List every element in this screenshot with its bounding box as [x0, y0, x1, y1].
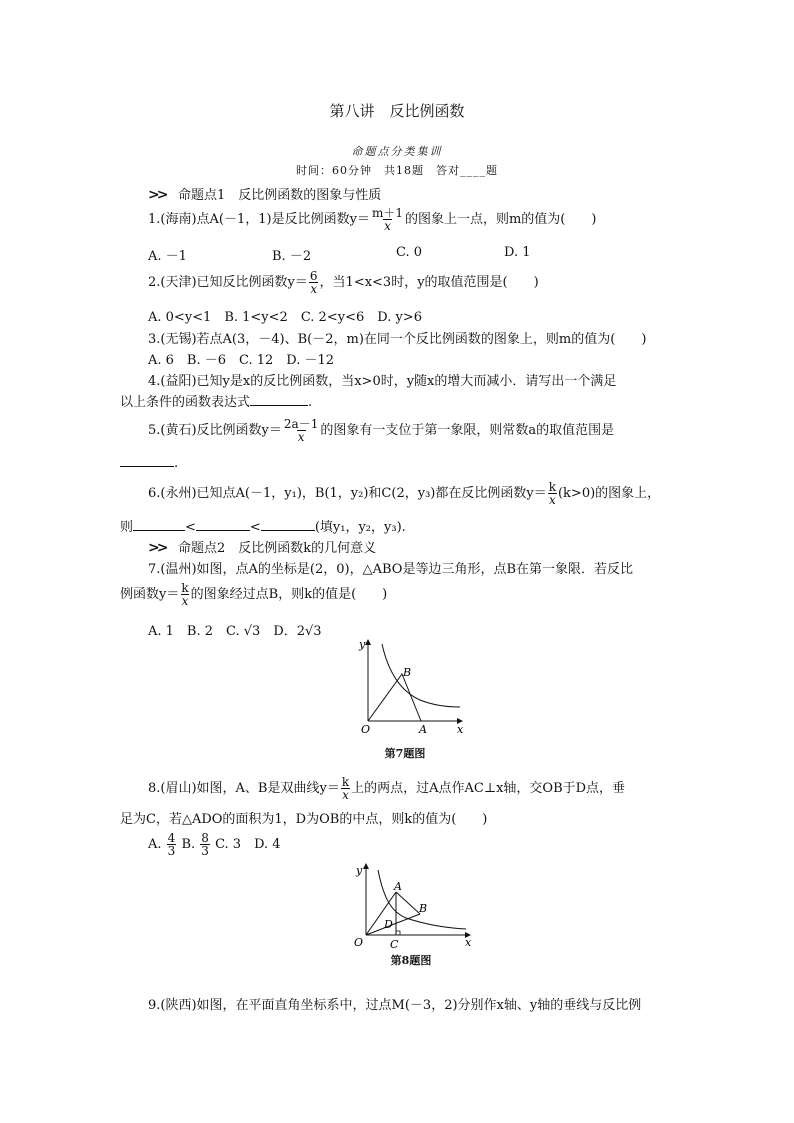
fraction: $\frac{k}{x}$ — [181, 581, 189, 608]
figure-7 — [340, 636, 470, 742]
origin-label: O — [361, 723, 371, 736]
question-2: 2.(天津)已知反比例函数y＝ $\frac{6}{x}$ ，当1<x<3时，y的取值范围是( ) — [148, 269, 539, 296]
answer-blank[interactable] — [120, 454, 174, 467]
fraction: $\frac{k}{x}$ — [341, 775, 350, 802]
fraction: $\frac{4}{3}$ — [167, 831, 176, 858]
q7-options: A. 1 B. 2 C. √3 D．2√3 — [148, 624, 322, 639]
question-8-line-2: 足为C，若△ADO的面积为1，D为OB的中点，则k的值为( ) — [120, 812, 488, 827]
y-label: y — [356, 864, 363, 877]
figure-8 — [346, 860, 476, 952]
double-chevron-icon: >> — [148, 187, 166, 203]
q5-answer-line: . — [120, 454, 178, 471]
point-a-label: A — [419, 723, 427, 736]
y-label: y — [359, 638, 366, 651]
q1-option-c: C. 0 — [396, 245, 423, 260]
question-8: 8.(眉山)如图，A、B是双曲线y＝ $\frac{k}{x}$ 上的两点，过A点作AC⊥x轴，交OB于D点，垂 — [148, 775, 626, 802]
q2-options: A. 0<y<1 B. 1<y<2 C. 2<y<6 D. y>6 — [148, 310, 422, 325]
section-subtitle: 命题点分类集训 — [351, 145, 443, 158]
question-5: 5.(黄石)反比例函数y＝ $\frac{2a-1}{x}$ 的图象有一支位于第一象限，则常数a的取值范围是 — [148, 417, 615, 444]
q3-options: A. 6 B. －6 C. 12 D. －12 — [148, 353, 335, 368]
x-label: x — [457, 723, 464, 736]
q8-options: A. $\frac{4}{3}$ B. $\frac{8}{3}$ C. 3 D. 4 — [148, 831, 281, 858]
q1-option-a: A. －1 — [148, 249, 187, 264]
question-6-line-2: 则 < < (填y₁，y₂，y₃). — [120, 520, 406, 535]
figure-8-caption: 第8题图 — [390, 954, 432, 967]
answer-blank-1[interactable] — [133, 518, 185, 531]
point-d-label: D — [384, 918, 393, 931]
question-3: 3.(无锡)若点A(3，－4)、B(－2，m)在同一个反比例函数的图象上，则m的值为( ) — [148, 332, 647, 347]
question-7-line-1: 7.(温州)如图，点A的坐标是(2，0)，△ABO是等边三角形，点B在第一象限．若反比 — [148, 562, 634, 577]
double-chevron-icon: >> — [148, 540, 166, 556]
figure-7-caption: 第7题图 — [384, 747, 426, 760]
answer-blank-3[interactable] — [261, 518, 315, 531]
segment-ab — [396, 892, 420, 914]
point-b-label: B — [403, 666, 412, 679]
q1-option-b: B. －2 — [272, 249, 312, 264]
question-9: 9.(陕西)如图，在平面直角坐标系中，过点M(－3，2)分别作x轴、y轴的垂线与反比例 — [148, 998, 642, 1013]
triangle-abo — [368, 674, 421, 721]
question-4-line-1: 4.(益阳)已知y是x的反比例函数，当x>0时，y随x的增大而减小．请写出一个满足 — [148, 374, 617, 389]
section-heading-1: >> 命题点1 反比例函数的图象与性质 — [148, 187, 382, 203]
point-b-label: B — [419, 902, 428, 915]
fraction: $\frac{6}{x}$ — [309, 269, 318, 296]
x-label: x — [465, 936, 472, 949]
test-info: 时间：60分钟 共18题 答对____题 — [296, 164, 498, 177]
point-c-label: C — [390, 938, 399, 951]
fraction: $\frac{2a-1}{x}$ — [283, 417, 319, 444]
page-title: 第八讲 反比例函数 — [329, 102, 465, 120]
question-6: 6.(永州)已知点A(－1，y₁)，B(1，y₂)和C(2，y₃)都在反比例函数y＝ $\frac{k}{x}$ (k>0)的图象上， — [148, 480, 661, 507]
right-angle-mark — [396, 931, 400, 935]
question-4-line-2: 以上条件的函数表达式 . — [120, 395, 313, 410]
answer-blank-2[interactable] — [196, 518, 250, 531]
hyperbola-curve — [382, 644, 460, 707]
question-1: 1.(海南)点A(－1，1)是反比例函数y＝ $\frac{m+1}{x}$ 的图象上一点，则m的值为( ) — [148, 206, 597, 233]
fraction: $\frac{k}{x}$ — [548, 480, 556, 507]
q1-option-d: D. 1 — [504, 245, 531, 260]
point-a-label: A — [394, 880, 402, 893]
fraction: $\frac{8}{3}$ — [201, 831, 209, 858]
question-7-line-2: 例函数y＝ $\frac{k}{x}$ 的图象经过点B，则k的值是( ) — [120, 581, 388, 608]
answer-blank[interactable] — [250, 393, 308, 406]
origin-label: O — [354, 936, 364, 949]
fraction: $\frac{m+1}{x}$ — [371, 206, 403, 233]
section-heading-2: >> 命题点2 反比例函数k的几何意义 — [148, 540, 377, 556]
segment-ob — [366, 914, 420, 935]
